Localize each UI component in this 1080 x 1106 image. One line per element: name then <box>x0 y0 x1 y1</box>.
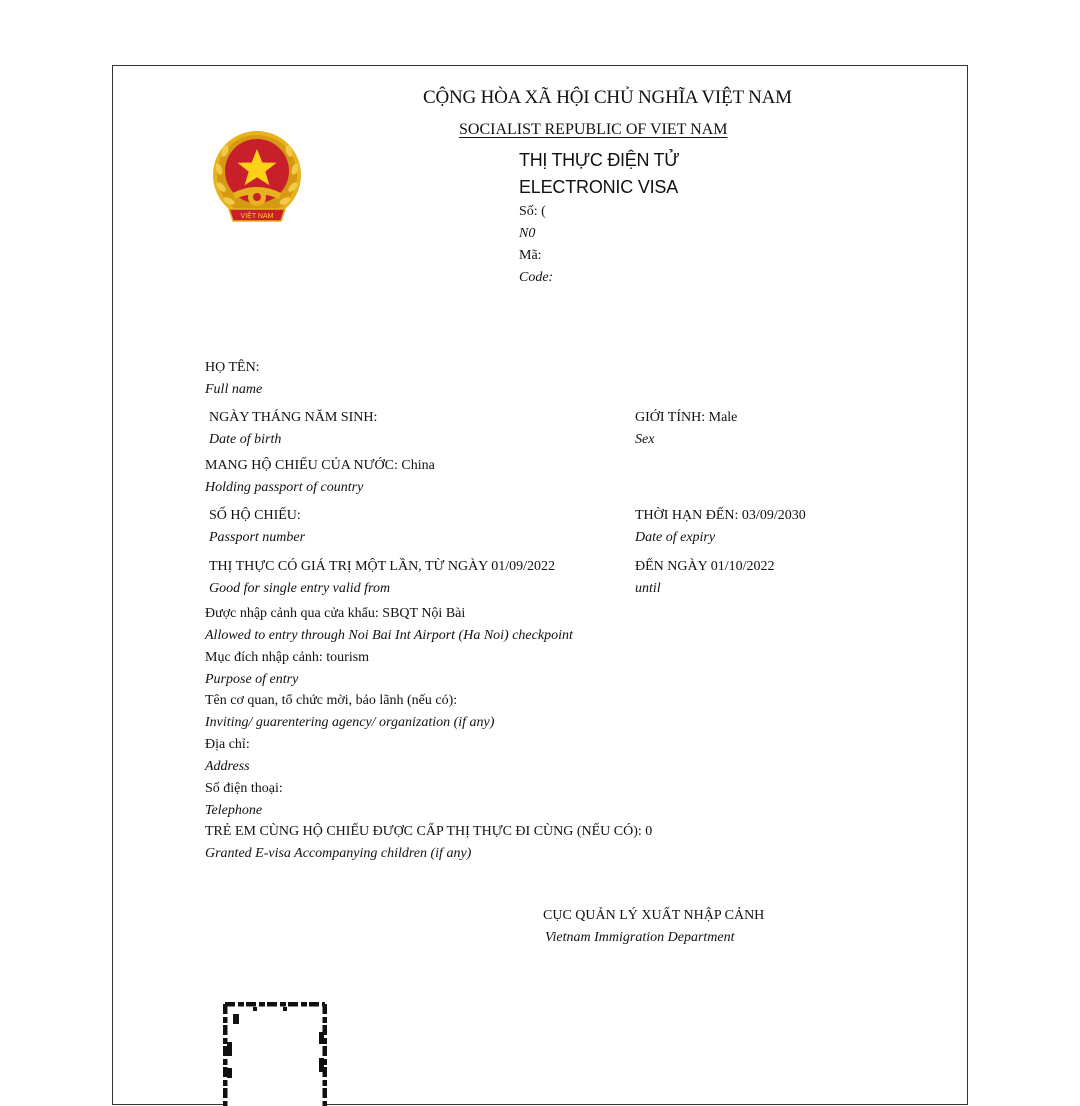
passport-country-label-en: Holding passport of country <box>205 480 364 495</box>
department-label-vn: CỤC QUẢN LÝ XUẤT NHẬP CẢNH <box>543 908 765 923</box>
full-name-label-en: Full name <box>205 382 263 397</box>
visa-document <box>112 65 968 1105</box>
qr-code-icon <box>223 1002 327 1106</box>
code-label-en: Code: <box>519 270 554 285</box>
passport-country-label-vn: MANG HỘ CHIẾU CỦA NƯỚC: China <box>205 458 435 473</box>
dob-label-en: Date of birth <box>209 432 282 447</box>
department-label-en: Vietnam Immigration Department <box>545 930 735 945</box>
agency-label-en: Inviting/ guarentering agency/ organization (if any) <box>205 715 495 730</box>
purpose-label-en: Purpose of entry <box>205 672 299 687</box>
valid-from-label-vn: THỊ THỰC CÓ GIÁ TRỊ MỘT LẦN, TỪ NGÀY 01/09/2022 <box>209 559 556 574</box>
country-name-vn: CỘNG HÒA XÃ HỘI CHỦ NGHĨA VIỆT NAM <box>423 87 792 108</box>
expiry-label-vn: THỜI HẠN ĐẾN: 03/09/2030 <box>635 508 806 523</box>
address-label-en: Address <box>205 759 250 774</box>
sex-label-en: Sex <box>635 432 655 447</box>
passport-number-label-vn: SỐ HỘ CHIẾU: <box>209 508 301 523</box>
number-label-en: N0 <box>519 226 536 241</box>
passport-number-label-en: Passport number <box>209 530 306 545</box>
address-label-vn: Địa chỉ: <box>205 737 250 752</box>
children-label-vn: TRẺ EM CÙNG HỘ CHIẾU ĐƯỢC CẤP THỊ THỰC ĐI CÙNG (NẾU CÓ): 0 <box>205 824 653 839</box>
svg-text:VIỆT NAM: VIỆT NAM <box>240 213 274 220</box>
purpose-label-vn: Mục đích nhập cảnh: tourism <box>205 650 370 665</box>
visa-title-en: ELECTRONIC VISA <box>519 177 679 197</box>
visa-title-vn: THỊ THỰC ĐIỆN TỬ <box>519 150 680 170</box>
until-label-vn: ĐẾN NGÀY 01/10/2022 <box>635 559 775 574</box>
national-emblem-icon <box>207 129 307 229</box>
number-label-vn: Số: ( <box>519 204 546 219</box>
dob-label-vn: NGÀY THÁNG NĂM SINH: <box>209 410 378 425</box>
children-label-en: Granted E-visa Accompanying children (if any) <box>205 846 472 861</box>
checkpoint-label-en: Allowed to entry through Noi Bai Int Airport (Ha Noi) checkpoint <box>205 628 573 643</box>
country-name-en: SOCIALIST REPUBLIC OF VIET NAM <box>459 121 728 138</box>
valid-from-label-en: Good for single entry valid from <box>209 581 391 596</box>
code-label-vn: Mã: <box>519 248 542 263</box>
phone-label-vn: Số điện thoại: <box>205 781 283 796</box>
expiry-label-en: Date of expiry <box>635 530 716 545</box>
sex-label-vn: GIỚI TÍNH: Male <box>635 410 738 425</box>
checkpoint-label-vn: Được nhập cảnh qua cửa khẩu: SBQT Nội Bài <box>205 606 466 621</box>
phone-label-en: Telephone <box>205 803 263 818</box>
full-name-label-vn: HỌ TÊN: <box>205 360 260 375</box>
agency-label-vn: Tên cơ quan, tổ chức mời, bảo lãnh (nếu có): <box>205 693 458 708</box>
until-label-en: until <box>635 581 661 596</box>
